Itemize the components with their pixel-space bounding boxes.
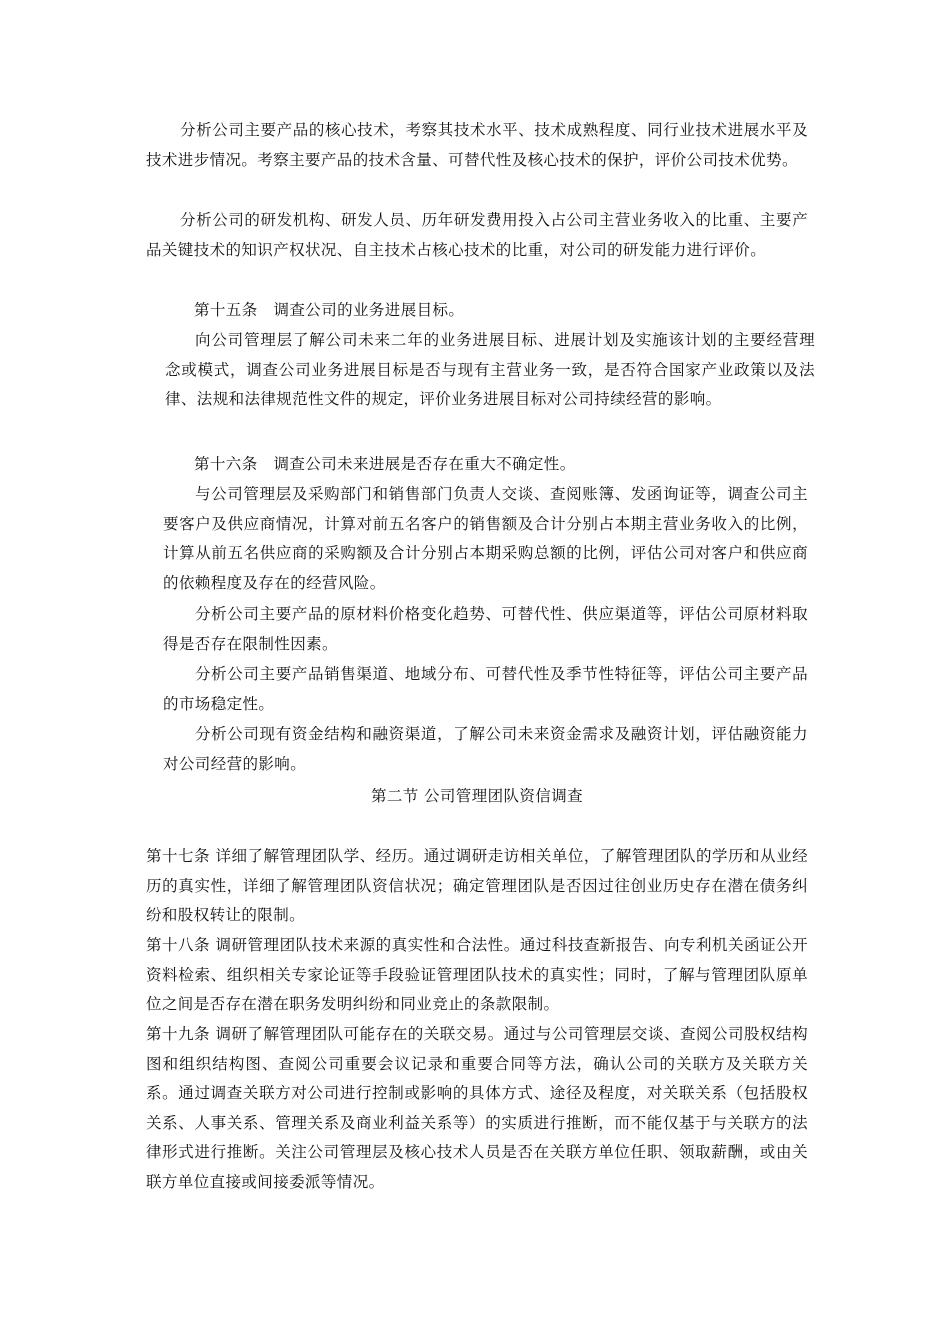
- paragraph-raw-materials: 分析公司主要产品的原材料价格变化趋势、可替代性、供应渠道等，评估公司原材料取得是否存在限制性因素。: [163, 605, 808, 653]
- article-19: 第十九条 调研了解管理团队可能存在的关联交易。通过与公司管理层交谈、查阅公司股权结构图和组织结构图、查阅公司重要会议记录和重要合同等方法，确认公司的关联方及关联方关系。通过调查关联方对公司进行控制或影响的具体方式、途径及程度，对关联关系（包括股权关系、人事关系、管理关系及商业利益关系等）的实质进行推断，而不能仅基于与关联方的法律形式进行推断。关注公司管理层及核心技术人员是否在关联方单位任职、领取薪酬，或由关联方单位直接或间接委派等情况。: [146, 1025, 808, 1191]
- paragraph-business-goals: 向公司管理层了解公司未来二年的业务进展目标、进展计划及实施该计划的主要经营理念或模式，调查公司业务进展目标是否与现有主营业务一致，是否符合国家产业政策以及法律、法规和法律规范性文件的规定，评价业务进展目标对公司持续经营的影响。: [165, 331, 815, 408]
- article-18: 第十八条 调研管理团队技术来源的真实性和合法性。通过科技查新报告、向专利机关函证公开资料检索、组织相关专家论证等手段验证管理团队技术的真实性；同时，了解与管理团队原单位之间是否存在潜在职务发明纠纷和同业竞止的条款限制。: [146, 936, 808, 1013]
- paragraph-financing: 分析公司现有资金结构和融资渠道，了解公司未来资金需求及融资计划，评估融资能力对公司经营的影响。: [163, 725, 808, 773]
- paragraph-core-technology: 分析公司主要产品的核心技术，考察其技术水平、技术成熟程度、同行业技术进展水平及技术进步情况。考察主要产品的技术含量、可替代性及核心技术的保护，评价公司技术优势。: [146, 121, 808, 169]
- article-16-heading: 第十六条 调查公司未来进展是否存在重大不确定性。: [194, 455, 576, 473]
- article-17: 第十七条 详细了解管理团队学、经历。通过调研走访相关单位，了解管理团队的学历和从业经历的真实性，详细了解管理团队资信状况；确定管理团队是否因过往创业历史存在潜在债务纠纷和股权转让的限制。: [146, 847, 808, 924]
- paragraph-customers-suppliers: 与公司管理层及采购部门和销售部门负责人交谈、查阅账簿、发函询证等，调查公司主要客户及供应商情况，计算对前五名客户的销售额及合计分别占本期主营业务收入的比例，计算从前五名供应商的采购额及合计分别占本期采购总额的比例，评估公司对客户和供应商的依赖程度及存在的经营风险。: [163, 485, 808, 592]
- paragraph-sales-channels: 分析公司主要产品销售渠道、地域分布、可替代性及季节性特征等，评估公司主要产品的市场稳定性。: [163, 665, 808, 713]
- paragraph-rd-capability: 分析公司的研发机构、研发人员、历年研发费用投入占公司主营业务收入的比重、主要产品关键技术的知识产权状况、自主技术占核心技术的比重，对公司的研发能力进行评价。: [146, 211, 808, 259]
- article-15-heading: 第十五条 调查公司的业务进展目标。: [194, 301, 465, 319]
- section-heading: 第二节 公司管理团队资信调查: [370, 787, 584, 805]
